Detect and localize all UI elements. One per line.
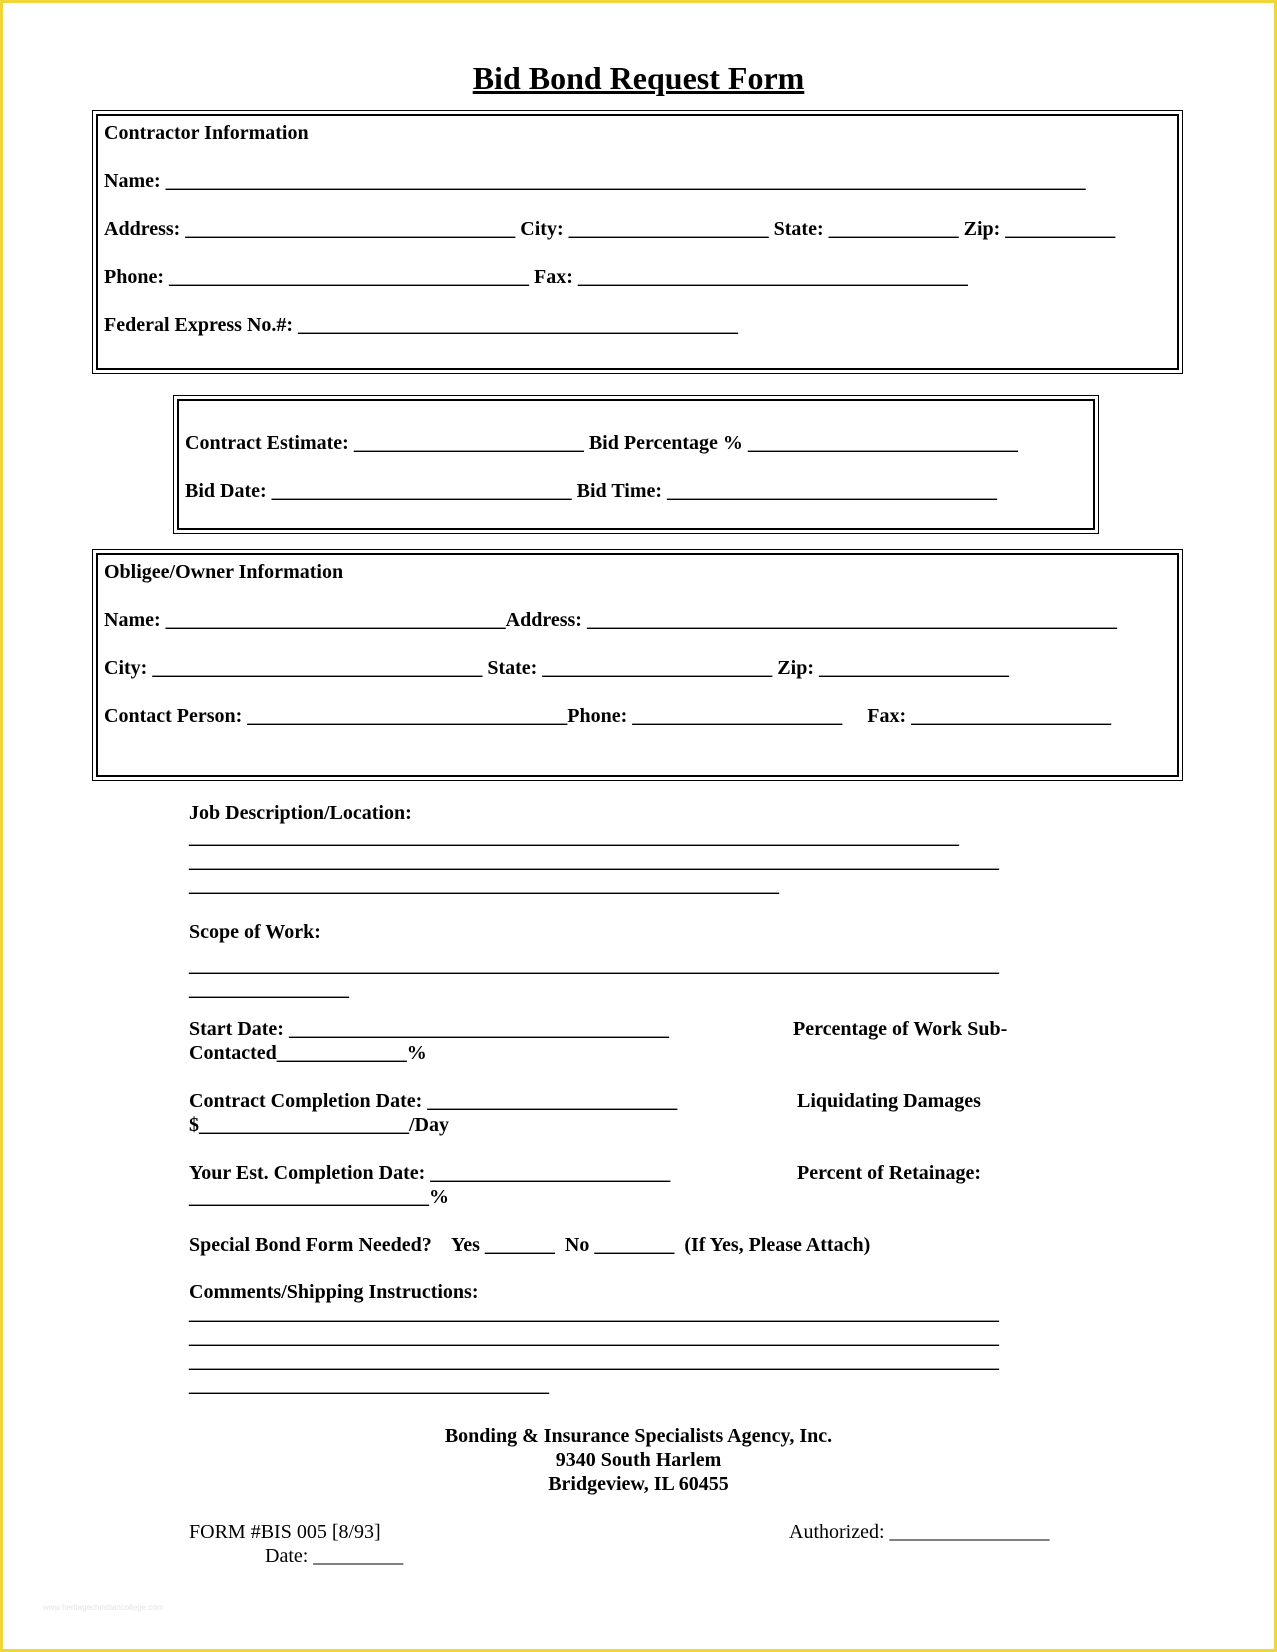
job-description-line[interactable]: _________________________________________________________________________________: [189, 850, 999, 872]
scope-of-work-heading: Scope of Work:: [189, 921, 321, 943]
federal-express-field[interactable]: Federal Express No.#: ____________________________________________: [104, 314, 739, 336]
contract-estimate-field[interactable]: Contract Estimate: _______________________ Bid Percentage % ___________________________: [185, 432, 1018, 454]
watermark: www.heritagechristiancollege.com: [43, 1603, 164, 1612]
comments-line[interactable]: ____________________________________: [189, 1374, 549, 1396]
agency-name: Bonding & Insurance Specialists Agency, Inc.: [444, 1425, 833, 1447]
comments-line[interactable]: _________________________________________________________________________________: [189, 1326, 999, 1348]
authorized-field[interactable]: Authorized: ________________: [789, 1521, 1050, 1543]
contractor-phone-field[interactable]: Phone: ____________________________________ Fax: _______________________________________: [104, 266, 968, 288]
form-title: Bid Bond Request Form: [472, 60, 805, 96]
start-date-field[interactable]: Start Date: ______________________________________: [189, 1018, 669, 1040]
pct-work-sub-field[interactable]: Contacted_____________%: [189, 1042, 427, 1064]
comments-line[interactable]: _________________________________________________________________________________: [189, 1350, 999, 1372]
obligee-heading: Obligee/Owner Information: [104, 561, 344, 583]
contractor-address-field[interactable]: Address: _________________________________ City: ____________________ State: _____________ Zip: ___________: [104, 218, 1116, 240]
est-completion-date-field[interactable]: Your Est. Completion Date: ________________________: [189, 1162, 671, 1184]
job-description-line[interactable]: _____________________________________________________________________________: [189, 826, 959, 848]
comments-line[interactable]: _________________________________________________________________________________: [189, 1302, 999, 1324]
scope-of-work-line[interactable]: _________________________________________________________________________________: [189, 954, 999, 976]
liquidating-damages-field[interactable]: $_____________________/Day: [189, 1114, 449, 1136]
agency-street: 9340 South Harlem: [555, 1449, 722, 1471]
obligee-city-field[interactable]: City: _________________________________ State: _______________________ Zip: ___________________: [104, 657, 1009, 679]
job-description-heading: Job Description/Location:: [189, 802, 412, 824]
liquidating-damages-label: Liquidating Damages: [797, 1090, 981, 1112]
obligee-contact-field[interactable]: Contact Person: ________________________________Phone: _____________________ Fax: ____________________: [104, 705, 1112, 727]
contractor-name-field[interactable]: Name: ____________________________________________________________________________________________: [104, 170, 1086, 192]
job-description-line[interactable]: ___________________________________________________________: [189, 874, 779, 896]
contract-completion-date-field[interactable]: Contract Completion Date: _________________________: [189, 1090, 678, 1112]
estimate-box: [177, 399, 1095, 530]
scope-of-work-line[interactable]: ________________: [189, 978, 349, 1000]
contractor-heading: Contractor Information: [104, 122, 309, 144]
retainage-field[interactable]: ________________________%: [189, 1186, 449, 1208]
obligee-name-field[interactable]: Name: __________________________________Address: _____________________________________________________: [104, 609, 1117, 631]
comments-heading: Comments/Shipping Instructions:: [189, 1281, 479, 1303]
agency-city: Bridgeview, IL 60455: [548, 1473, 729, 1495]
retainage-label: Percent of Retainage:: [797, 1162, 982, 1184]
footer-date-field[interactable]: Date: _________: [265, 1545, 404, 1567]
special-bond-field[interactable]: Special Bond Form Needed? Yes _______ No ________ (If Yes, Please Attach): [189, 1234, 871, 1256]
bid-date-field[interactable]: Bid Date: ______________________________ Bid Time: _________________________________: [185, 480, 998, 502]
form-number: FORM #BIS 005 [8/93]: [189, 1521, 381, 1543]
pct-work-sub-label: Percentage of Work Sub-: [793, 1018, 1008, 1040]
